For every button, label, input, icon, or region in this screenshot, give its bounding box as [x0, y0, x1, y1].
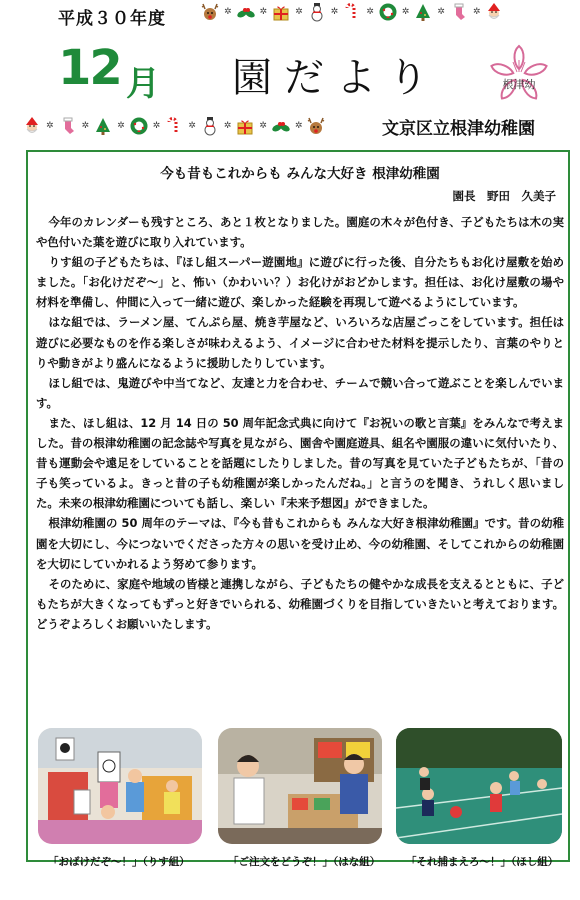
star-icon: ✲	[295, 7, 303, 17]
photo-risu-class	[38, 728, 202, 844]
star-icon: ✲	[437, 7, 445, 17]
school-badge	[488, 42, 550, 104]
school-name: 文京区立根津幼稚園	[382, 119, 535, 139]
wreath-icon	[129, 116, 149, 136]
star-icon: ✲	[330, 7, 339, 17]
month-number: 12	[58, 40, 121, 96]
star-icon: ✲	[224, 7, 232, 17]
paragraph: ほし組では、鬼遊びや中当てなど、友達と力を合わせ、チームで競い合って遊ぶことを楽しんでいます。	[36, 375, 564, 410]
star-icon: ✲	[152, 121, 161, 131]
holly-icon	[271, 116, 291, 136]
holly-icon	[236, 2, 256, 22]
wreath-icon	[378, 2, 398, 22]
era-year-label: 平成３０年度	[58, 9, 166, 29]
star-icon: ✲	[46, 121, 54, 131]
article-author: 園長 野田 久美子	[452, 189, 556, 203]
paragraph: 今年のカレンダーも残すところ、あと１枚となりました。園庭の木々が色付き、子どもたちは木の実や色付いた葉を遊びに取り入れています。	[36, 215, 564, 250]
gift-icon	[235, 116, 255, 136]
badge-text: 根津幼	[502, 78, 536, 91]
star-icon: ✲	[117, 121, 125, 131]
reindeer-icon	[200, 2, 220, 22]
star-icon: ✲	[259, 121, 267, 131]
star-icon: ✲	[259, 7, 268, 17]
article-body	[36, 212, 564, 634]
santa-icon	[484, 2, 504, 22]
christmas-tree-icon	[413, 2, 433, 22]
paragraph: りす組の子どもたちは、『ほし組スーパー遊園地』に遊びに行った後、自分たちもお化け屋敷を始めました。「お化けだぞ～」と、怖い（かわいい？）お化けがおどかします。担任は、お化け屋敷の場や材料を準備し、仲間に入って一緒に遊び、楽しかった経験を再現して遊べるようにしています。	[36, 255, 564, 310]
article-frame	[26, 150, 570, 868]
snowman-icon	[307, 2, 327, 22]
star-icon: ✲	[81, 121, 90, 131]
photo-caption-risu: 「おばけだぞ～！」（りす組）	[48, 856, 190, 868]
gift-icon	[271, 2, 291, 22]
star-icon: ✲	[294, 121, 303, 131]
star-icon: ✲	[366, 7, 374, 17]
article-headline: 今も昔もこれからも みんな大好き 根津幼稚園	[160, 166, 440, 182]
paragraph: はな組では、ラーメン屋、てんぷら屋、焼き芋屋など、いろいろな店屋ごっこをしています。担任は遊びに必要なものを作る楽しさが味わえるよう、イメージに合わせた材料を提示したり、言葉のやりとりや動きがより盛んになるように援助したりしています。	[36, 315, 564, 370]
sakura-emblem-icon	[488, 42, 550, 104]
photo-caption-hoshi: 「それ捕まえろ～！」（ほし組）	[406, 856, 559, 868]
star-icon: ✲	[401, 7, 410, 17]
candy-cane-icon	[342, 2, 362, 22]
snowman-icon	[200, 116, 220, 136]
christmas-tree-icon	[93, 116, 113, 136]
photo-hana-class	[218, 728, 382, 844]
star-icon: ✲	[188, 121, 196, 131]
stocking-icon	[449, 2, 469, 22]
newsletter-title: 園だより	[232, 55, 440, 101]
paragraph: また、ほし組は、12 月 14 日の 50 周年記念式典に向けて『お祝いの歌と言葉』をみんなで考えました。昔の根津幼稚園の記念誌や写真を見ながら、園舎や園庭遊具、組名や園服の違いに気付いたり、昔も運動会や遠足をしていることを話題にしたりしました。昔の写真を見ていた子どもたちが、「昔の子も笑っているよ。きっと昔の子も幼稚園が楽しかったんだね。」と言うのを聞き、うれしく思いました。未来の根津幼稚園についても話し、楽しい『未来予想図』ができました。	[36, 415, 564, 511]
paragraph: 根津幼稚園の 50 周年のテーマは、『今も昔もこれからも みんな大好き根津幼稚園』です。昔の幼稚園を大切にし、今につないでくださった方々の思いを受け止め、今の幼稚園、そしてこれからの幼稚園を大切にしていかれるよう努めて参ります。	[36, 516, 564, 571]
photo-hoshi-class	[396, 728, 562, 844]
santa-icon	[22, 116, 42, 136]
paragraph: そのために、家庭や地域の皆様と連携しながら、子どもたちの健やかな成長を支えるとともに、子どもたちが大きくなってもずっと好きでいられる、幼稚園づくりを目指していきたいと考えております。どうぞよろしくお願いいたします。	[36, 576, 564, 631]
top-decoration-row	[200, 2, 504, 22]
candy-cane-icon	[164, 116, 184, 136]
photo-caption-hana: 「ご注文をどうぞ！」（はな組）	[228, 856, 381, 868]
star-icon: ✲	[223, 121, 232, 131]
star-icon: ✲	[472, 7, 481, 17]
stocking-icon	[58, 116, 78, 136]
month-kanji: 月	[126, 64, 160, 104]
bottom-decoration-row	[22, 116, 326, 136]
reindeer-icon	[306, 116, 326, 136]
